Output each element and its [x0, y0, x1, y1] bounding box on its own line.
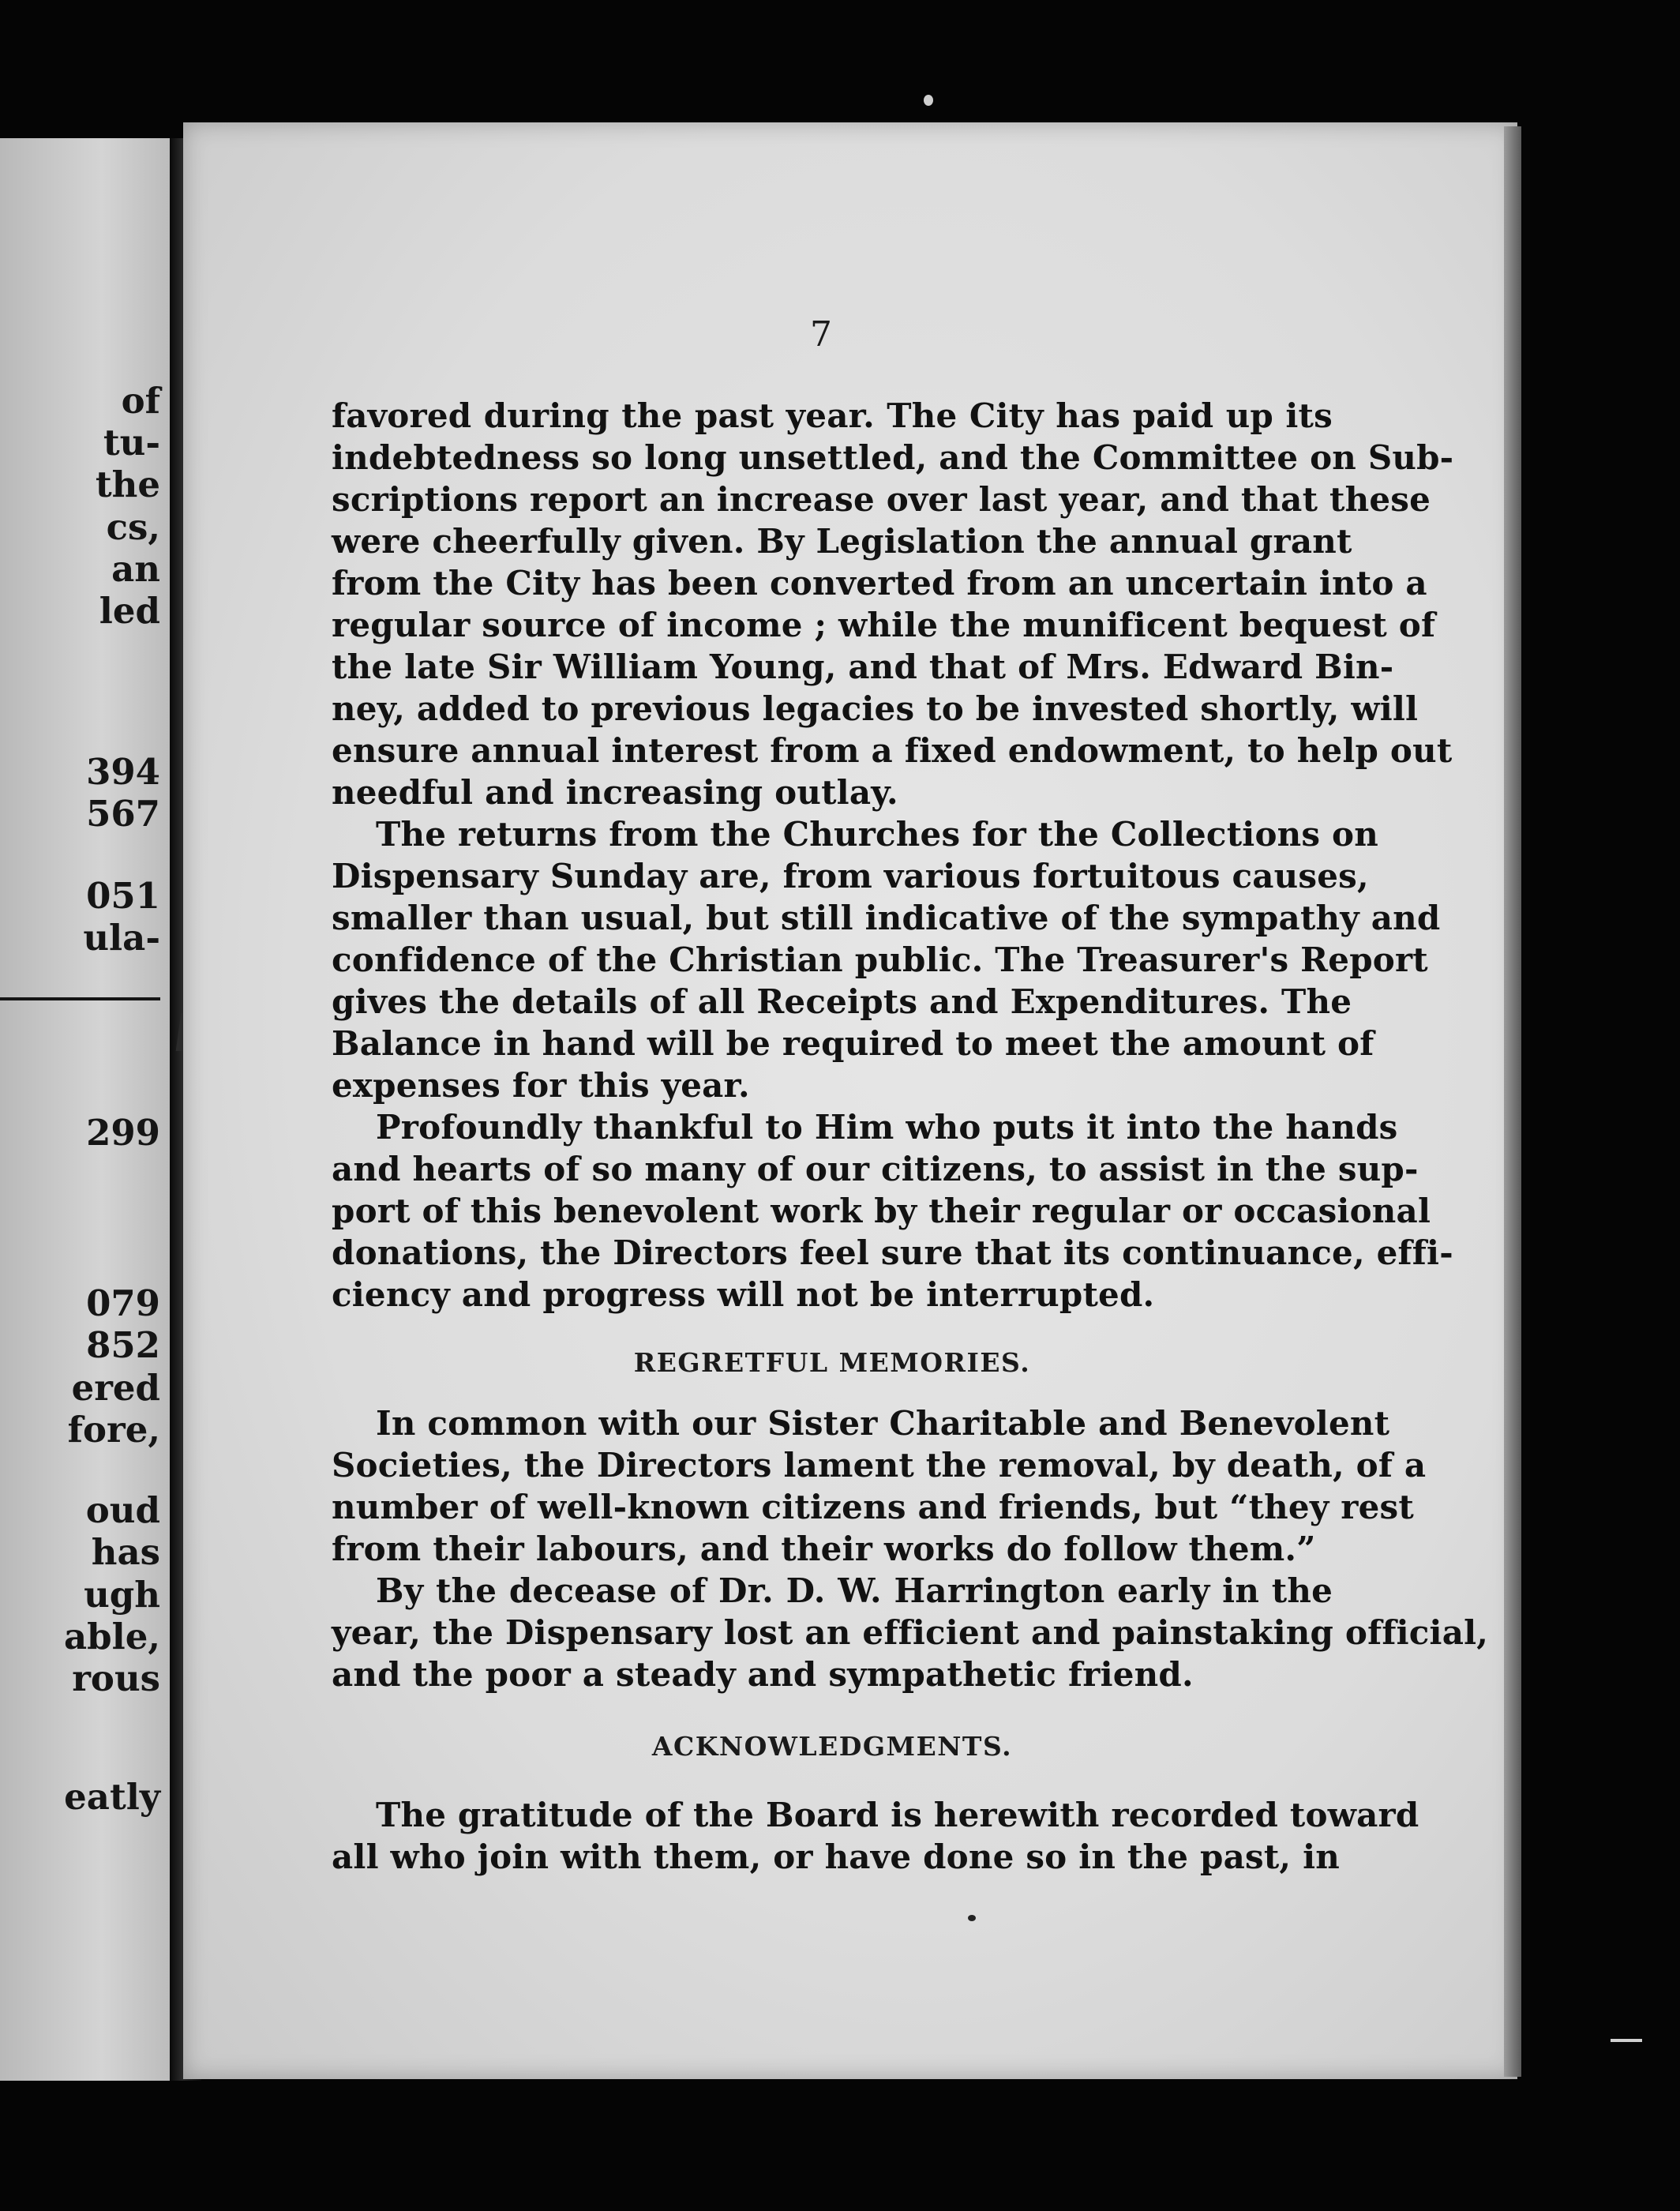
left-fragment-word: oud: [85, 1489, 160, 1531]
left-fragment-rule: [0, 997, 160, 1000]
text-line: Profoundly thankful to Him who puts it into the hands: [376, 1108, 1398, 1147]
text-line: regular source of income ; while the munificent bequest of: [332, 606, 1436, 644]
paragraph: [332, 1794, 1419, 1878]
page-number: 7: [810, 314, 832, 355]
text-line: were cheerfully given. By Legislation the annual grant: [332, 522, 1352, 561]
left-fragment-word: eatly: [64, 1776, 160, 1818]
text-line: smaller than usual, but still indicative of the sympathy and: [332, 899, 1441, 937]
left-fragment-word: 394: [86, 751, 160, 793]
text-line: the late Sir William Young, and that of Mrs. Edward Bin-: [332, 648, 1394, 686]
left-fragment-word: ula-: [83, 917, 160, 959]
page-edge: [1504, 126, 1521, 2077]
text-line: number of well-known citizens and friends, but “they rest: [332, 1488, 1414, 1526]
left-fragment-word: an: [111, 548, 160, 590]
left-fragment-word: of: [121, 380, 160, 422]
paragraph: [332, 395, 1454, 1316]
scan-speck: [968, 1915, 976, 1921]
left-fragment-word: has: [91, 1531, 160, 1573]
section-heading-acknowledgments: ACKNOWLEDGMENTS.: [651, 1731, 1013, 1762]
text-line: all who join with them, or have done so in the past, in: [332, 1837, 1340, 1876]
section-heading-regretful-memories: REGRETFUL MEMORIES.: [633, 1347, 1031, 1378]
left-fragment-word: 852: [86, 1324, 160, 1366]
text-line: confidence of the Christian public. The Treasurer's Report: [332, 940, 1428, 979]
text-line: ciency and progress will not be interrupted.: [332, 1275, 1155, 1314]
text-line: Societies, the Directors lament the removal, by death, of a: [332, 1446, 1427, 1485]
left-page-fragment: [0, 138, 170, 2081]
text-line: expenses for this year.: [332, 1066, 750, 1105]
text-line: The returns from the Churches for the Collections on: [376, 815, 1379, 854]
scan-speck: [924, 95, 933, 106]
paragraph: [332, 1402, 1489, 1695]
text-line: scriptions report an increase over last year, and that these: [332, 480, 1431, 519]
left-fragment-word: 567: [86, 793, 160, 835]
left-fragment-word: ered: [71, 1367, 160, 1409]
text-line: needful and increasing outlay.: [332, 773, 898, 812]
left-fragment-word: led: [99, 590, 160, 632]
scan-speck: [1611, 2039, 1642, 2042]
text-line: Dispensary Sunday are, from various fortuitous causes,: [332, 857, 1369, 895]
left-fragment-word: 079: [86, 1282, 160, 1324]
text-line: and the poor a steady and sympathetic friend.: [332, 1655, 1194, 1694]
text-line: port of this benevolent work by their regular or occasional: [332, 1192, 1431, 1230]
text-line: from their labours, and their works do follow them.”: [332, 1530, 1316, 1568]
text-line: year, the Dispensary lost an efficient and painstaking official,: [332, 1613, 1489, 1652]
text-line: indebtedness so long unsettled, and the Committee on Sub-: [332, 438, 1454, 477]
text-line: and hearts of so many of our citizens, to assist in the sup-: [332, 1150, 1419, 1188]
left-fragment-word: ugh: [84, 1574, 160, 1616]
text-line: donations, the Directors feel sure that its continuance, effi-: [332, 1233, 1453, 1272]
left-fragment-word: the: [95, 464, 160, 505]
text-line: Balance in hand will be required to meet the amount of: [332, 1024, 1374, 1063]
text-line: from the City has been converted from an uncertain into a: [332, 564, 1427, 602]
text-line: favored during the past year. The City has paid up its: [332, 396, 1333, 435]
left-fragment-word: cs,: [106, 506, 160, 548]
text-line: The gratitude of the Board is herewith recorded toward: [376, 1796, 1419, 1834]
left-fragment-word: 051: [86, 875, 160, 917]
left-fragment-word: able,: [63, 1616, 160, 1657]
text-line: ney, added to previous legacies to be invested shortly, will: [332, 689, 1419, 728]
text-line: gives the details of all Receipts and Expenditures. The: [332, 982, 1352, 1021]
left-fragment-word: rous: [72, 1657, 160, 1699]
text-line: By the decease of Dr. D. W. Harrington early in the: [376, 1571, 1333, 1610]
left-fragment-word: 299: [86, 1112, 160, 1154]
left-fragment-word: tu-: [103, 422, 160, 464]
left-fragment-word: fore,: [67, 1409, 160, 1451]
text-line: In common with our Sister Charitable and Benevolent: [376, 1404, 1390, 1443]
text-line: ensure annual interest from a fixed endowment, to help out: [332, 731, 1453, 770]
